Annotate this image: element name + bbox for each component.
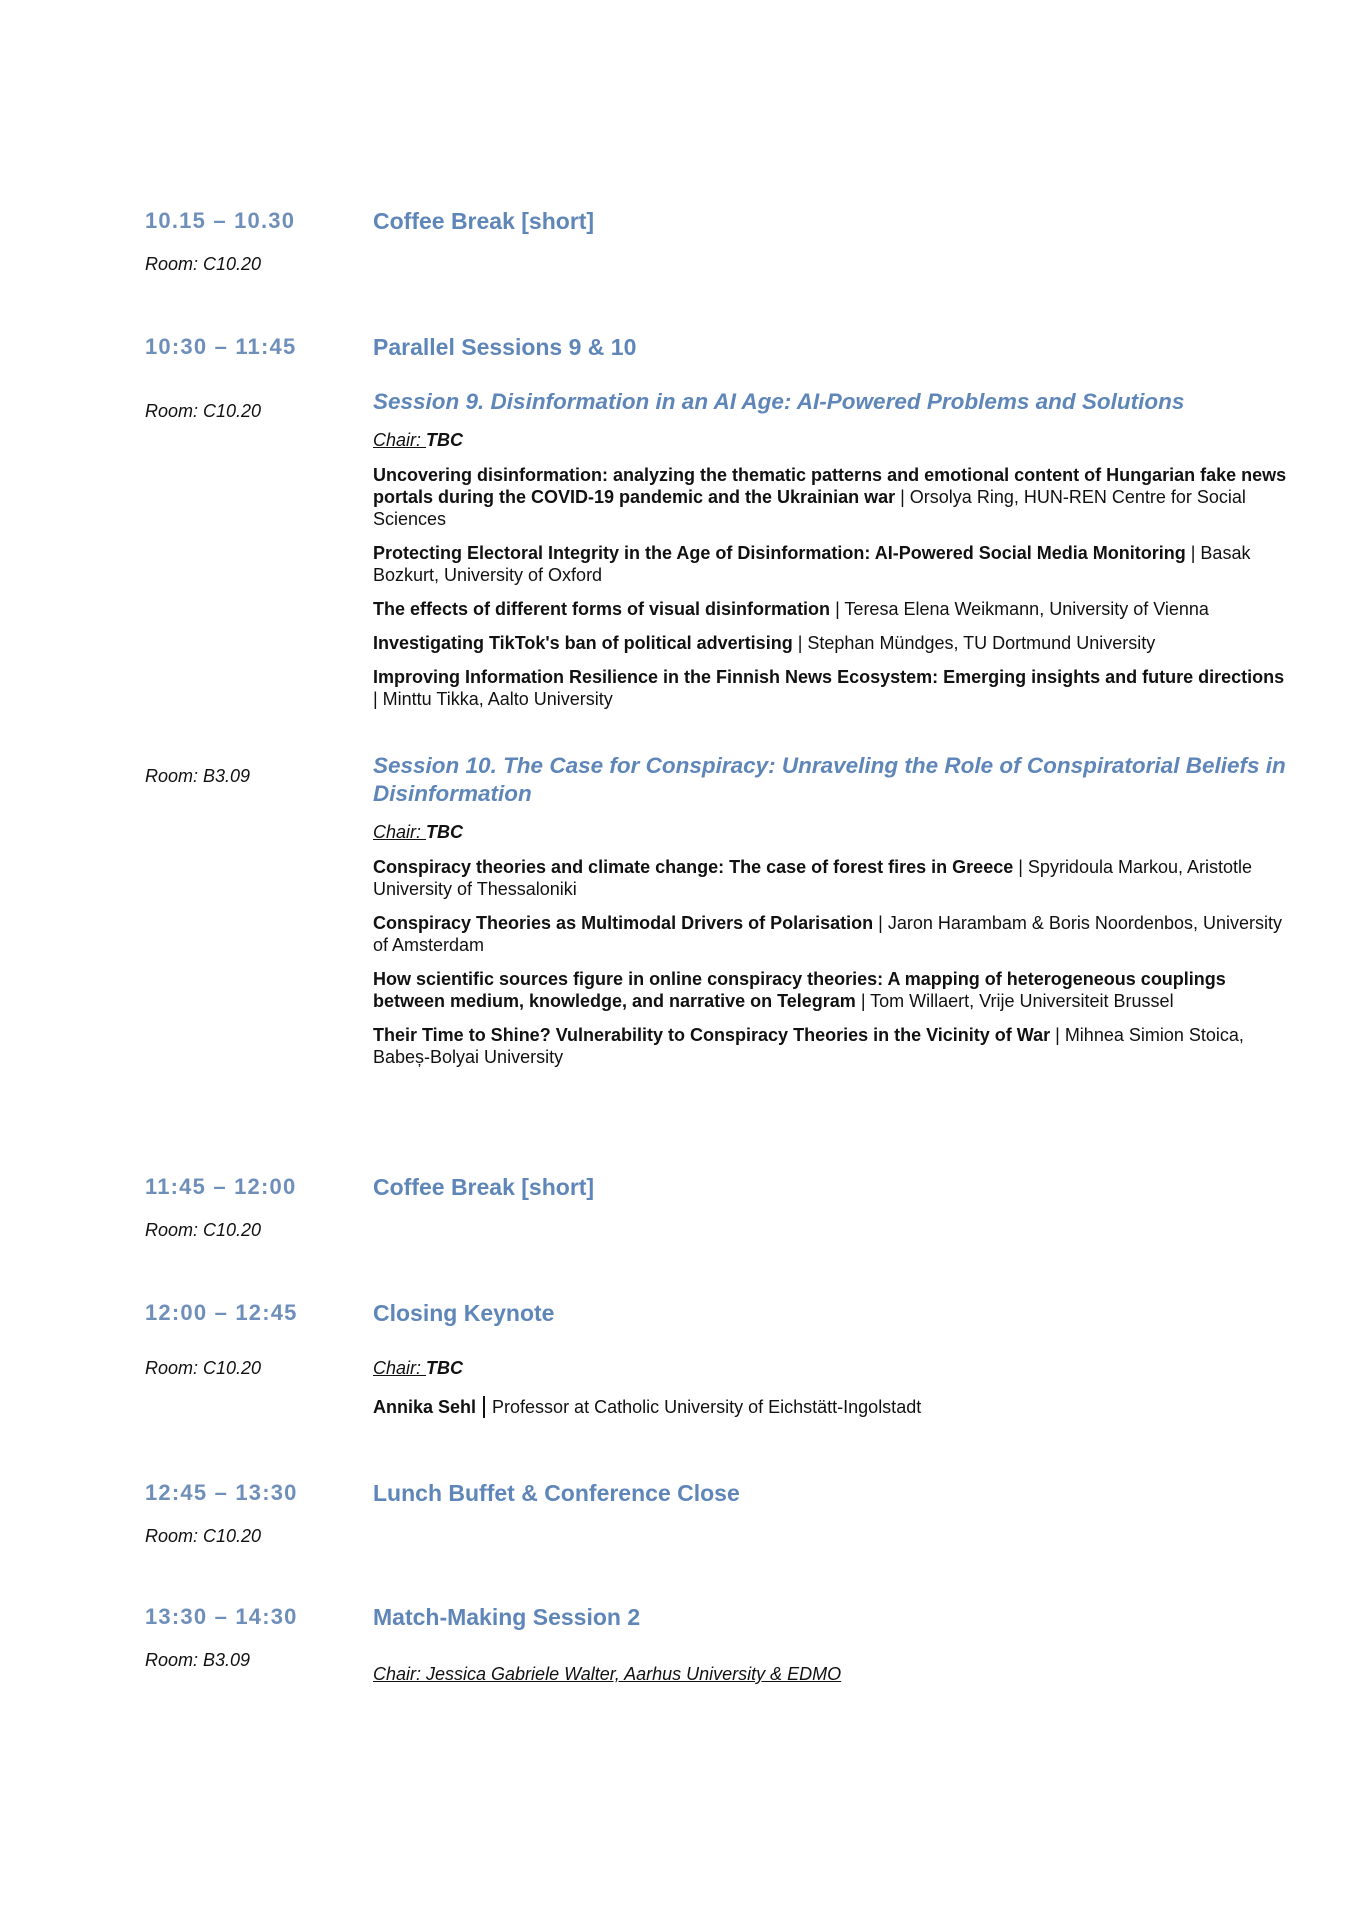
room-label: Room: B3.09	[145, 1650, 251, 1670]
time-slot: 13:30 – 14:30	[145, 1604, 298, 1629]
chair-value: TBC	[426, 430, 464, 450]
talk-authors: | Spyridoula Markou, Aristotle University of Thessaloniki	[373, 857, 1253, 899]
session-title: Session 10. The Case for Conspiracy: Unraveling the Role of Conspiratorial Beliefs in Disinformation	[373, 753, 1286, 806]
talk-title: Protecting Electoral Integrity in the Age of Disinformation: AI-Powered Social Media Monitoring	[373, 543, 1186, 563]
talk-item	[373, 598, 1293, 620]
talk-title: Conspiracy Theories as Multimodal Drivers of Polarisation	[373, 913, 874, 933]
talk-item	[373, 1024, 1293, 1068]
talk-title: Improving Information Resilience in the Finnish News Ecosystem: Emerging insights and future directions	[373, 667, 1285, 687]
talk-item	[373, 632, 1293, 654]
chair-value: TBC	[426, 822, 464, 842]
keynote-chair	[373, 1358, 463, 1379]
chair-label: Chair:	[373, 1358, 427, 1378]
talk-title: Investigating TikTok's ban of political advertising	[373, 633, 793, 653]
talk-authors: | Basak Bozkurt, University of Oxford	[373, 543, 1251, 585]
room-label: Room: C10.20	[145, 254, 262, 274]
talk-item	[373, 666, 1293, 710]
talk-item	[373, 464, 1293, 530]
time-slot: 12:00 – 12:45	[145, 1300, 298, 1325]
speaker-affiliation: Professor at Catholic University of Eichstätt-Ingolstadt	[492, 1397, 922, 1417]
session-chair	[373, 430, 463, 451]
agenda-item-title: Coffee Break [short]	[373, 1174, 595, 1200]
talk-title: Their Time to Shine? Vulnerability to Conspiracy Theories in the Vicinity of War	[373, 1025, 1051, 1045]
time-slot: 10:30 – 11:45	[145, 334, 297, 359]
time-slot: 10.15 – 10.30	[145, 208, 296, 233]
talk-authors: | Jaron Harambam & Boris Noordenbos, University of Amsterdam	[373, 913, 1282, 955]
agenda-item-title: Parallel Sessions 9 & 10	[373, 334, 637, 360]
keynote-speaker	[373, 1396, 921, 1418]
talk-authors: | Orsolya Ring, HUN-REN Centre for Social Sciences	[373, 487, 1246, 529]
talk-item	[373, 542, 1293, 586]
separator-bar	[483, 1396, 485, 1418]
time-slot: 12:45 – 13:30	[145, 1480, 298, 1505]
agenda-item-title: Coffee Break [short]	[373, 208, 595, 234]
room-label: Room: C10.20	[145, 401, 262, 421]
room-label: Room: B3.09	[145, 766, 251, 786]
agenda-item-title: Lunch Buffet & Conference Close	[373, 1480, 740, 1506]
talk-item	[373, 856, 1293, 900]
chair-label: Chair:	[373, 822, 427, 842]
talk-title: Conspiracy theories and climate change: The case of forest fires in Greece	[373, 857, 1014, 877]
chair-value: TBC	[426, 1358, 464, 1378]
chair-label: Chair:	[373, 430, 427, 450]
session-chair	[373, 822, 463, 843]
talk-item	[373, 968, 1293, 1012]
speaker-name: Annika Sehl	[373, 1397, 477, 1417]
talk-authors: | Teresa Elena Weikmann, University of Vienna	[835, 599, 1209, 619]
talk-title: The effects of different forms of visual disinformation	[373, 599, 831, 619]
agenda-item-title: Match-Making Session 2	[373, 1604, 641, 1630]
talk-authors: | Stephan Mündges, TU Dortmund University	[797, 633, 1156, 653]
time-slot: 11:45 – 12:00	[145, 1174, 297, 1199]
room-label: Room: C10.20	[145, 1220, 262, 1240]
talk-authors: | Tom Willaert, Vrije Universiteit Brussel	[860, 991, 1174, 1011]
talk-authors: | Minttu Tikka, Aalto University	[373, 689, 613, 709]
agenda-item-title: Closing Keynote	[373, 1300, 555, 1326]
session-title: Session 9. Disinformation in an AI Age: AI-Powered Problems and Solutions	[373, 389, 1185, 414]
matchmaking-chair: Chair: Jessica Gabriele Walter, Aarhus University & EDMO	[373, 1664, 842, 1684]
talk-item	[373, 912, 1293, 956]
talk-title: Uncovering disinformation: analyzing the thematic patterns and emotional content of Hungarian fake news portals during the COVID-19 pandemic and the Ukrainian war	[373, 465, 1287, 507]
room-label: Room: C10.20	[145, 1526, 262, 1546]
talk-authors: | Mihnea Simion Stoica, Babeș-Bolyai University	[373, 1025, 1244, 1067]
talk-title: How scientific sources figure in online conspiracy theories: A mapping of heterogeneous couplings between medium, knowledge, and narrative on Telegram	[373, 969, 1226, 1011]
room-label: Room: C10.20	[145, 1358, 262, 1378]
